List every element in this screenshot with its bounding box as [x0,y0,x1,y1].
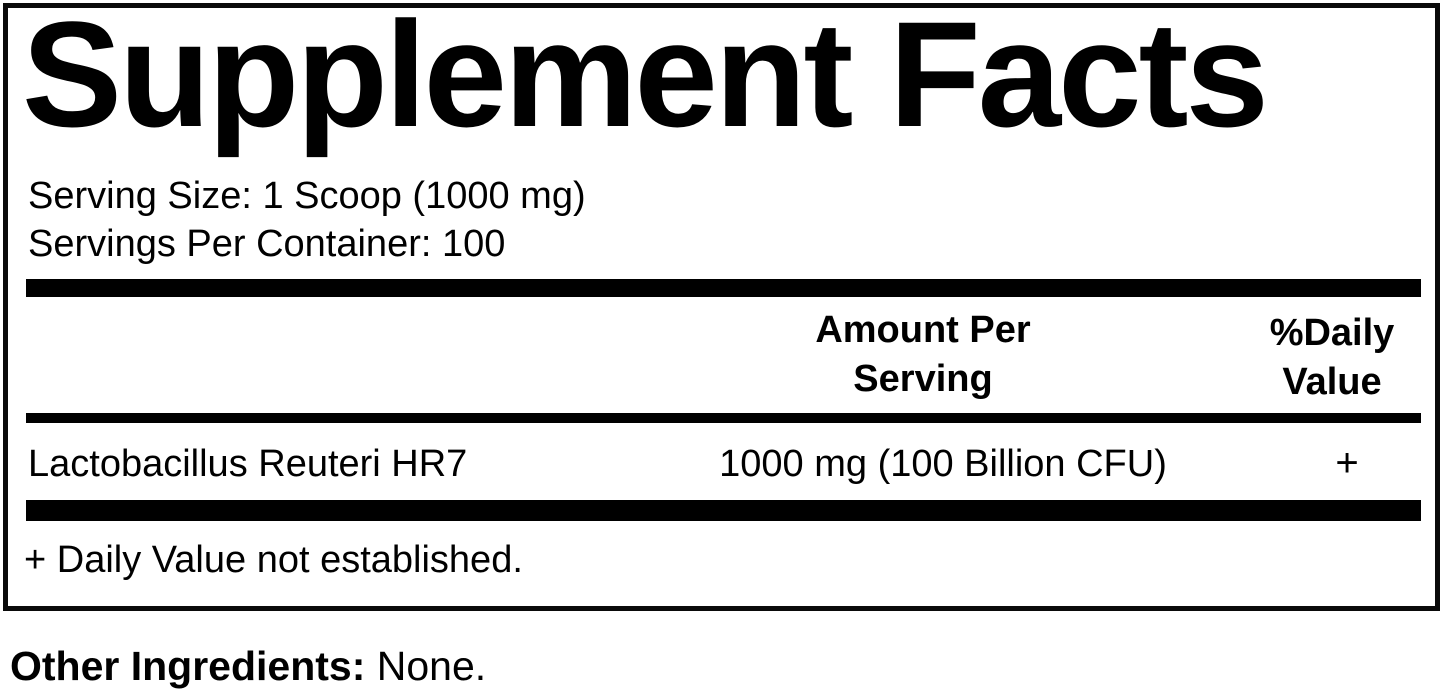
separator-bar-thin [26,413,1421,423]
dv-header-line1: %Daily [1269,312,1395,354]
dv-header-line2: Value [1282,361,1382,403]
ingredient-daily-value: + [1335,441,1359,485]
ingredient-name: Lactobacillus Reuteri HR7 [28,443,468,485]
ingredient-amount: 1000 mg (100 Billion CFU) [719,443,1167,485]
separator-bar-thick-bottom [26,500,1421,521]
daily-value-footnote: + Daily Value not established. [24,539,523,581]
amount-header-line1: Amount Per [815,309,1031,351]
servings-per-container-line: Servings Per Container: 100 [28,223,506,265]
supplement-facts-panel [3,0,1440,611]
column-header-amount-per-serving [668,306,1178,404]
amount-header-line2: Serving [853,358,993,400]
other-ingredients-label: Other Ingredients: [10,643,366,689]
column-header-daily-value [1258,309,1406,407]
serving-size-line: Serving Size: 1 Scoop (1000 mg) [28,175,586,217]
separator-bar-thick-top [26,279,1421,297]
other-ingredients-value: None. [365,643,487,689]
other-ingredients-line [10,643,486,690]
panel-title: Supplement Facts [22,0,1266,158]
serving-info [28,172,586,268]
